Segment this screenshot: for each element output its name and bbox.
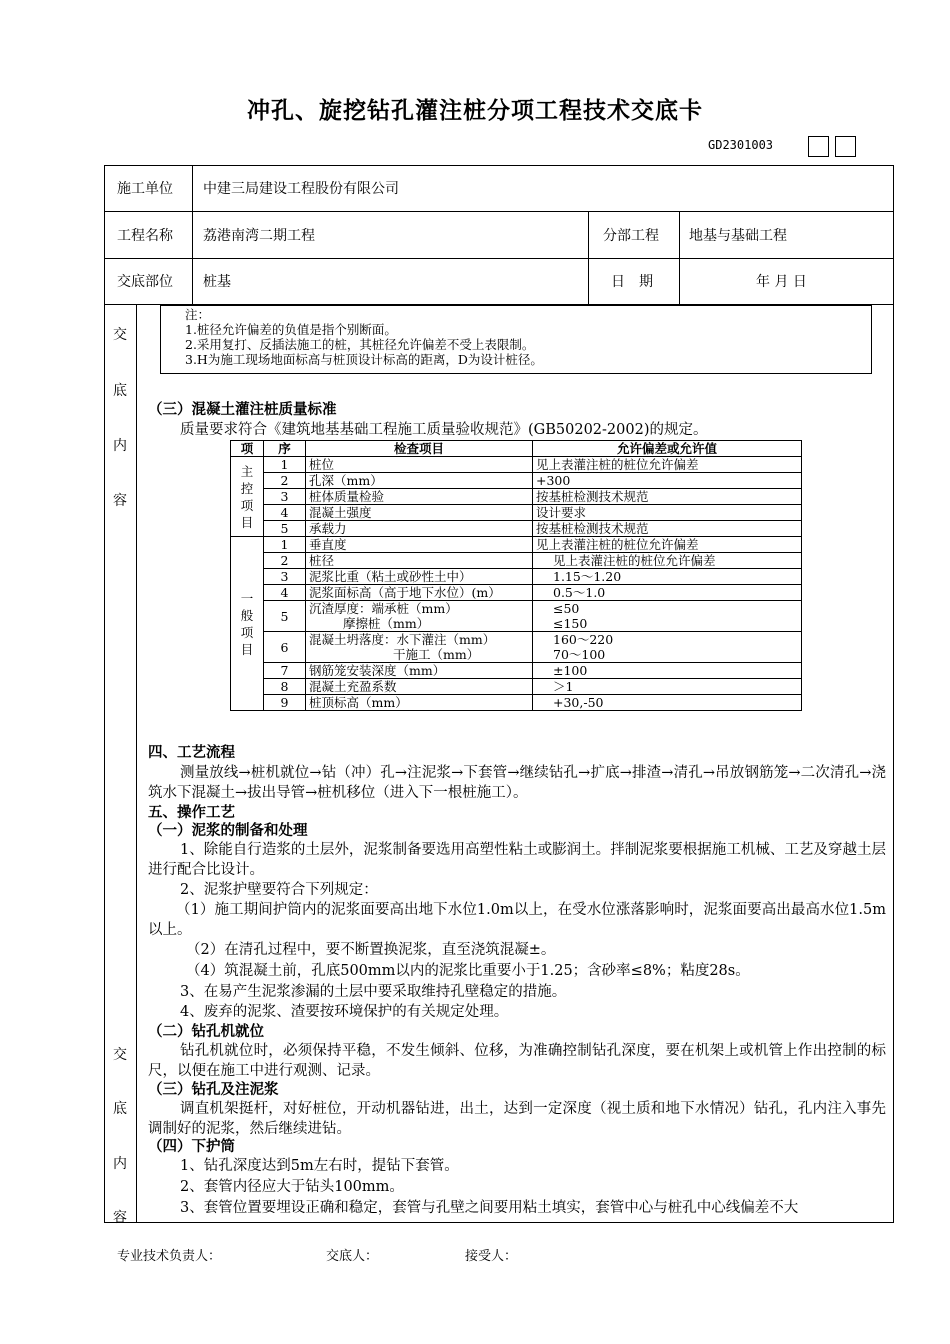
row-no: 9 — [264, 695, 306, 711]
note-line: 注： — [185, 307, 211, 322]
row-no: 2 — [264, 553, 306, 569]
row-no: 1 — [264, 457, 306, 473]
table-row — [231, 473, 802, 489]
subproject-label: 分部工程 — [603, 228, 659, 244]
side-label-1: 交 — [113, 327, 127, 343]
row-item: 混凝土强度 — [306, 505, 533, 521]
row-value-line1: 160～220 — [553, 632, 614, 647]
row-no: 6 — [264, 632, 306, 663]
row-no: 5 — [264, 601, 306, 632]
row-item: 泥浆比重（粘土或砂性土中） — [306, 569, 533, 585]
footer-receiver: 接受人： — [465, 1249, 518, 1264]
sub1-heading: （一）泥浆的制备和处理 — [148, 823, 308, 839]
table-row — [231, 537, 802, 553]
row-no: 1 — [264, 537, 306, 553]
col-header-no: 序 — [264, 441, 306, 457]
side-label-6: 底 — [113, 1101, 127, 1117]
col-header-item: 检查项目 — [306, 441, 533, 457]
side-label-8: 容 — [113, 1210, 127, 1226]
sub1-p5: （4）筑混凝土前，孔底500mm以内的泥浆比重要小于1.25；含砂率≤8%；粘度28s。 — [186, 963, 750, 979]
sub2-p1: 钻孔机就位时，必须保持平稳，不发生倾斜、位移，为准确控制钻孔深度，要在机架上或机管上作出控制的标尺，以便在施工中进行观测、记录。 — [148, 1043, 886, 1079]
note-line: 2.采用复打、反插法施工的桩，其桩径允许偏差不受上表限制。 — [185, 337, 535, 352]
sub1-p4: （2）在清孔过程中，要不断置换泥浆，直至浇筑混凝±。 — [186, 942, 556, 958]
row-value-line2: ≤150 — [553, 616, 588, 631]
table-row — [231, 632, 802, 663]
table-row — [231, 695, 802, 711]
sub1-p3: （1）施工期间护筒内的泥浆面要高出地下水位1.0m以上，在受水位涨落影响时，泥浆面要高出最高水位1.5m以上。 — [148, 902, 886, 938]
note-line: 1.桩径允许偏差的负值是指个别断面。 — [185, 322, 397, 337]
quality-table — [230, 440, 802, 711]
row-value: 按基桩检测技术规范 — [533, 489, 802, 505]
row-item — [306, 632, 533, 663]
side-label-7: 内 — [113, 1156, 127, 1172]
table-row — [231, 489, 802, 505]
sub3-p1: 调直机架挺杆，对好桩位，开动机器钻进，出土，达到一定深度（视土质和地下水情况）钻孔，孔内注入事先调制好的泥浆，然后继续进钻。 — [148, 1101, 886, 1137]
row-value: ±100 — [533, 663, 802, 679]
row-no: 7 — [264, 663, 306, 679]
section3-intro: 质量要求符合《建筑地基基础工程施工质量验收规范》(GB50202-2002)的规定。 — [180, 422, 708, 438]
side-label-4: 容 — [113, 493, 127, 509]
row-value-line1: ≤50 — [553, 601, 580, 616]
note-line: 3.H为施工现场地面标高与桩顶设计标高的距离，D为设计桩径。 — [185, 352, 543, 367]
section5-heading: 五、操作工艺 — [148, 805, 235, 821]
row-value: ＞1 — [533, 679, 802, 695]
sub4-p2: 2、套管内径应大于钻头100mm。 — [180, 1179, 404, 1195]
unit-value: 中建三局建设工程股份有限公司 — [203, 181, 399, 197]
section4-text: 测量放线→桩机就位→钻（冲）孔→注泥浆→下套管→继续钻孔→扩底→排渣→清孔→吊放钢筋笼→二次清孔→浇筑水下混凝土→拔出导管→桩机移位（进入下一根桩施工）。 — [148, 765, 886, 801]
table-row — [231, 521, 802, 537]
footer-discloser: 交底人： — [326, 1249, 379, 1264]
row-value: 见上表灌注桩的桩位允许偏差 — [533, 537, 802, 553]
col-header-category: 项 — [231, 441, 264, 457]
row-item: 桩径 — [306, 553, 533, 569]
sub4-p1: 1、钻孔深度达到5m左右时，提钻下套管。 — [180, 1158, 459, 1174]
unit-label: 施工单位 — [117, 181, 173, 197]
table-row — [231, 601, 802, 632]
row-no: 2 — [264, 473, 306, 489]
row-item-line1: 混凝土坍落度：水下灌注（mm） — [309, 632, 496, 647]
row-value: +300 — [533, 473, 802, 489]
row-no: 3 — [264, 489, 306, 505]
row-value: +30,-50 — [533, 695, 802, 711]
side-label-3: 内 — [113, 438, 127, 454]
sub2-heading: （二）钻孔机就位 — [148, 1024, 264, 1040]
row-item: 桩位 — [306, 457, 533, 473]
date-label: 日 期 — [611, 274, 653, 290]
section4-heading: 四、工艺流程 — [148, 745, 235, 761]
row-item — [306, 601, 533, 632]
project-label: 工程名称 — [117, 228, 173, 244]
table-row — [231, 505, 802, 521]
table-header-row — [231, 441, 802, 457]
category-main-label: 主控项目 — [240, 463, 254, 530]
footer-tech-lead: 专业技术负责人： — [117, 1249, 222, 1264]
checkbox-2[interactable] — [835, 136, 856, 157]
row-value-line2: 70～100 — [553, 647, 606, 662]
sub1-p7: 4、废弃的泥浆、渣要按环境保护的有关规定处理。 — [180, 1004, 509, 1020]
row-item: 钢筋笼安装深度（mm） — [306, 663, 533, 679]
side-label-2: 底 — [113, 383, 127, 399]
category-main — [231, 457, 264, 537]
row-item: 孔深（mm） — [306, 473, 533, 489]
table-row — [231, 679, 802, 695]
notes-box — [160, 305, 872, 374]
sub1-p1: 1、除能自行造浆的土层外，泥浆制备要选用高塑性粘土或膨润土。拌制泥浆要根据施工机械、工艺及穿越土层进行配合比设计。 — [148, 842, 886, 878]
category-general-label: 一般项目 — [240, 590, 254, 657]
row-item: 承载力 — [306, 521, 533, 537]
row-no: 4 — [264, 505, 306, 521]
project-value: 荔港南湾二期工程 — [203, 228, 315, 244]
sub3-heading: （三）钻孔及注泥浆 — [148, 1082, 279, 1098]
row-value: 见上表灌注桩的桩位允许偏差 — [533, 553, 802, 569]
sub1-p6: 3、在易产生泥浆渗漏的土层中要采取维持孔壁稳定的措施。 — [180, 984, 567, 1000]
sub4-heading: （四）下护筒 — [148, 1139, 235, 1155]
col-header-value: 允许偏差或允许值 — [533, 441, 802, 457]
sub1-p2: 2、泥浆护壁要符合下列规定： — [180, 882, 378, 898]
part-label: 交底部位 — [117, 274, 173, 290]
row-item: 桩顶标高（mm） — [306, 695, 533, 711]
table-row — [231, 663, 802, 679]
side-label-5: 交 — [113, 1047, 127, 1063]
row-value: 按基桩检测技术规范 — [533, 521, 802, 537]
date-value: 年 月 日 — [756, 274, 807, 290]
row-no: 8 — [264, 679, 306, 695]
section3-heading: （三）混凝土灌注桩质量标准 — [148, 402, 337, 418]
row-value — [533, 632, 802, 663]
row-value — [533, 601, 802, 632]
row-no: 4 — [264, 585, 306, 601]
table-row — [231, 553, 802, 569]
table-row — [231, 569, 802, 585]
row-item: 桩体质量检验 — [306, 489, 533, 505]
row-value: 1.15～1.20 — [533, 569, 802, 585]
row-item-line1: 沉渣厚度：端承桩（mm） — [309, 601, 458, 616]
row-item-line2: 摩擦桩（mm） — [343, 616, 430, 631]
table-row — [231, 585, 802, 601]
row-value: 设计要求 — [533, 505, 802, 521]
sub4-p3: 3、套管位置要埋设正确和稳定，套管与孔壁之间要用粘土填实，套管中心与桩孔中心线偏差不大 — [180, 1200, 799, 1216]
checkbox-1[interactable] — [808, 136, 829, 157]
row-value: 0.5～1.0 — [533, 585, 802, 601]
page-title: 冲孔、旋挖钻孔灌注桩分项工程技术交底卡 — [247, 98, 703, 124]
row-item: 泥浆面标高（高于地下水位）(m） — [306, 585, 533, 601]
part-value: 桩基 — [203, 274, 231, 290]
row-no: 5 — [264, 521, 306, 537]
category-general — [231, 537, 264, 711]
row-item-line2: 干施工（mm） — [393, 647, 480, 662]
row-item: 垂直度 — [306, 537, 533, 553]
subproject-value: 地基与基础工程 — [689, 228, 787, 244]
row-no: 3 — [264, 569, 306, 585]
row-value: 见上表灌注桩的桩位允许偏差 — [533, 457, 802, 473]
document-code: GD2301003 — [708, 138, 774, 152]
table-row — [231, 457, 802, 473]
row-item: 混凝土充盈系数 — [306, 679, 533, 695]
